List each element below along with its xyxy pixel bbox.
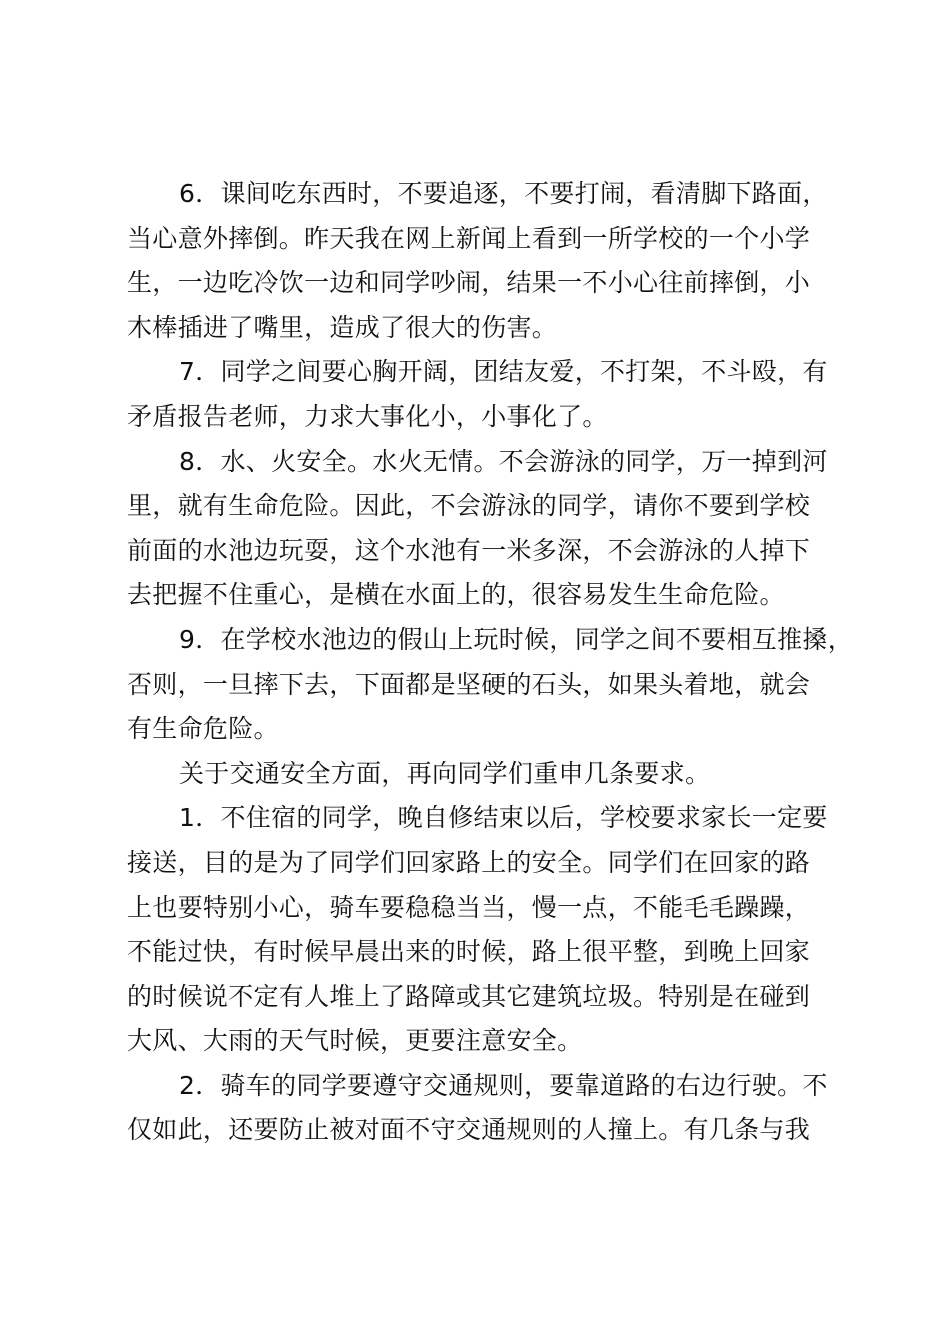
text-line: 1．不住宿的同学，晚自修结束以后，学校要求家长一定要: [179, 803, 828, 833]
text-line: 不能过快，有时候早晨出来的时候，路上很平整，到晚上回家: [127, 937, 811, 967]
text-line: 生，一边吃冷饮一边和同学吵闹，结果一不小心往前摔倒，小: [127, 268, 811, 298]
text-line: 关于交通安全方面，再向同学们重申几条要求。: [179, 758, 711, 788]
text-line: 上也要特别小心，骑车要稳稳当当，慢一点，不能毛毛躁躁，: [127, 892, 811, 922]
body-text: [127, 172, 854, 1153]
text-line: 8．水、火安全。水火无情。不会游泳的同学，万一掉到河: [179, 446, 828, 476]
text-line: 大风、大雨的天气时候，更要注意安全。: [127, 1026, 583, 1056]
text-line: 否则，一旦摔下去，下面都是坚硬的石头，如果头着地，就会: [127, 669, 811, 699]
text-line: 7．同学之间要心胸开阔，团结友爱，不打架，不斗殴，有: [179, 357, 828, 387]
text-line: 当心意外摔倒。昨天我在网上新闻上看到一所学校的一个小学: [127, 223, 811, 253]
text-line: 木棒插进了嘴里，造成了很大的伤害。: [127, 312, 558, 342]
text-line: 前面的水池边玩耍，这个水池有一米多深，不会游泳的人掉下: [127, 535, 811, 565]
text-line: 接送，目的是为了同学们回家路上的安全。同学们在回家的路: [127, 847, 811, 877]
text-line: 6．课间吃东西时，不要追逐，不要打闹，看清脚下路面，: [179, 179, 828, 208]
text-line: 有生命危险。: [127, 714, 279, 744]
text-line: 2．骑车的同学要遵守交通规则，要靠道路的右边行驶。不: [179, 1070, 828, 1100]
text-line: 9．在学校水池边的假山上玩时候，同学之间不要相互推搡，: [179, 624, 854, 654]
text-line: 去把握不住重心，是横在水面上的，很容易发生生命危险。: [127, 580, 785, 610]
text-line: 的时候说不定有人堆上了路障或其它建筑垃圾。特别是在碰到: [127, 981, 811, 1011]
text-line: 矛盾报告老师，力求大事化小，小事化了。: [127, 401, 608, 431]
text-line: 里，就有生命危险。因此，不会游泳的同学，请你不要到学校: [127, 491, 811, 521]
text-line: 仅如此，还要防止被对面不守交通规则的人撞上。有几条与我: [127, 1115, 811, 1145]
